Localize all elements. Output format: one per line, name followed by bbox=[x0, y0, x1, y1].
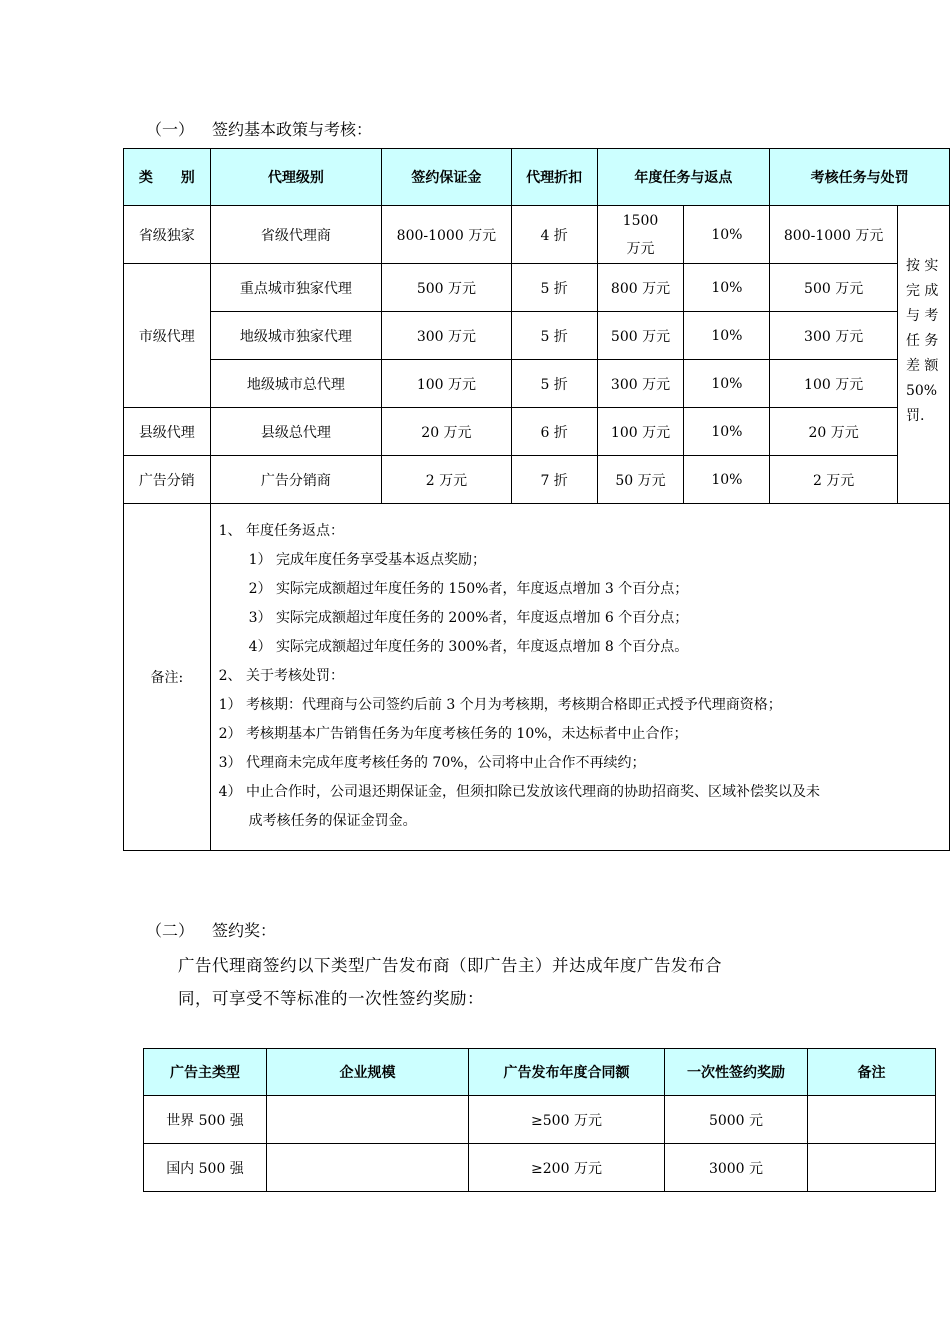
header-discount: 代理折扣 bbox=[511, 149, 597, 206]
level-cell: 地级城市总代理 bbox=[210, 360, 381, 408]
remarks-cell bbox=[210, 504, 949, 851]
penalty-line: 任 务 bbox=[905, 333, 939, 349]
level-cell: 地级城市独家代理 bbox=[210, 312, 381, 360]
section-1-title: 签约基本政策与考核： bbox=[212, 120, 373, 139]
header-level: 代理级别 bbox=[210, 149, 381, 206]
task-cell: 100 万元 bbox=[597, 408, 684, 456]
remark-line: 2、 关于考核处罚： bbox=[218, 668, 344, 684]
remark-line: 3） 代理商未完成年度考核任务的 70%，公司将中止合作不再续约； bbox=[218, 755, 646, 771]
deposit-cell: 800-1000 万元 bbox=[382, 206, 512, 264]
notes-cell bbox=[808, 1144, 936, 1192]
category-cell: 县级代理 bbox=[124, 408, 211, 456]
penalty-cell bbox=[897, 206, 949, 504]
table-row bbox=[144, 1144, 936, 1192]
discount-cell: 5 折 bbox=[511, 312, 597, 360]
penalty-line: 差 额 bbox=[905, 358, 939, 374]
discount-cell: 7 折 bbox=[511, 456, 597, 504]
header-contract-amount: 广告发布年度合同额 bbox=[469, 1049, 665, 1096]
penalty-line: 罚. bbox=[905, 408, 925, 424]
remarks-row bbox=[124, 504, 950, 851]
penalty-line: 与 考 bbox=[905, 308, 939, 324]
penalty-line: 完 成 bbox=[905, 283, 939, 299]
remark-line: 1、 年度任务返点： bbox=[218, 523, 344, 539]
penalty-line: 50% bbox=[905, 383, 938, 399]
task-cell: 800 万元 bbox=[597, 264, 684, 312]
remark-line: 1） 考核期：代理商与公司签约后前 3 个月为考核期，考核期合格即正式授予代理商资格； bbox=[218, 697, 782, 713]
remark-line: 3） 实际完成额超过年度任务的 200%者，年度返点增加 6 个百分点； bbox=[248, 610, 689, 626]
advertiser-type-cell: 世界 500 强 bbox=[144, 1096, 267, 1144]
assess-cell: 800-1000 万元 bbox=[770, 206, 898, 264]
header-assessment: 考核任务与处罚 bbox=[770, 149, 950, 206]
table-row bbox=[144, 1096, 936, 1144]
rebate-cell: 10% bbox=[684, 264, 770, 312]
table-row bbox=[124, 264, 950, 312]
rebate-cell: 10% bbox=[684, 312, 770, 360]
assess-cell: 20 万元 bbox=[770, 408, 898, 456]
section-2-title: 签约奖： bbox=[212, 921, 277, 940]
signing-reward-table bbox=[143, 1048, 936, 1192]
remark-line: 1） 完成年度任务享受基本返点奖励； bbox=[248, 552, 486, 568]
deposit-cell: 2 万元 bbox=[382, 456, 512, 504]
company-scale-cell bbox=[267, 1144, 469, 1192]
header-task-rebate: 年度任务与返点 bbox=[597, 149, 770, 206]
notes-cell bbox=[808, 1096, 936, 1144]
rebate-cell: 10% bbox=[684, 360, 770, 408]
discount-cell: 4 折 bbox=[511, 206, 597, 264]
advertiser-type-cell: 国内 500 强 bbox=[144, 1144, 267, 1192]
remarks-label: 备注: bbox=[124, 504, 211, 851]
penalty-line: 按 实 bbox=[905, 258, 939, 274]
level-cell: 省级代理商 bbox=[210, 206, 381, 264]
discount-cell: 5 折 bbox=[511, 360, 597, 408]
header-company-scale: 企业规模 bbox=[267, 1049, 469, 1096]
deposit-cell: 20 万元 bbox=[382, 408, 512, 456]
level-cell: 重点城市独家代理 bbox=[210, 264, 381, 312]
remark-line: 成考核任务的保证金罚金。 bbox=[248, 813, 417, 829]
task-cell: 300 万元 bbox=[597, 360, 684, 408]
task-value: 1500 万元 bbox=[622, 212, 659, 257]
rebate-cell: 10% bbox=[684, 408, 770, 456]
assess-cell: 500 万元 bbox=[770, 264, 898, 312]
section-1-heading bbox=[146, 117, 372, 140]
remark-line: 4） 中止合作时，公司退还期保证金，但须扣除已发放该代理商的协助招商奖、区域补偿奖以及未 bbox=[218, 784, 820, 800]
agent-policy-table bbox=[123, 148, 950, 851]
header-category: 类 别 bbox=[124, 149, 211, 206]
reward-cell: 5000 元 bbox=[665, 1096, 808, 1144]
remark-line: 2） 考核期基本广告销售任务为年度考核任务的 10%，未达标者中止合作； bbox=[218, 726, 688, 742]
rebate-cell: 10% bbox=[684, 206, 770, 264]
category-cell: 省级独家 bbox=[124, 206, 211, 264]
rebate-cell: 10% bbox=[684, 456, 770, 504]
assess-cell: 100 万元 bbox=[770, 360, 898, 408]
assess-cell: 2 万元 bbox=[770, 456, 898, 504]
section-2-heading bbox=[146, 918, 276, 941]
remark-line: 4） 实际完成额超过年度任务的 300%者，年度返点增加 8 个百分点。 bbox=[248, 639, 689, 655]
header-advertiser-type: 广告主类型 bbox=[144, 1049, 267, 1096]
section-2-number: （二） bbox=[146, 921, 195, 940]
discount-cell: 6 折 bbox=[511, 408, 597, 456]
task-cell: 500 万元 bbox=[597, 312, 684, 360]
level-cell: 广告分销商 bbox=[210, 456, 381, 504]
category-cell: 市级代理 bbox=[124, 264, 211, 408]
deposit-cell: 500 万元 bbox=[382, 264, 512, 312]
table-row bbox=[124, 408, 950, 456]
assess-cell: 300 万元 bbox=[770, 312, 898, 360]
header-one-time-reward: 一次性签约奖励 bbox=[665, 1049, 808, 1096]
level-cell: 县级总代理 bbox=[210, 408, 381, 456]
remark-line: 2） 实际完成额超过年度任务的 150%者，年度返点增加 3 个百分点； bbox=[248, 581, 689, 597]
section-2-paragraph-line-1: 广告代理商签约以下类型广告发布商（即广告主）并达成年度广告发布合 bbox=[178, 956, 722, 975]
section-2-paragraph-line-2: 同，可享受不等标准的一次性签约奖励： bbox=[178, 989, 484, 1008]
header-row bbox=[124, 149, 950, 206]
task-cell bbox=[597, 206, 684, 264]
deposit-cell: 100 万元 bbox=[382, 360, 512, 408]
discount-cell: 5 折 bbox=[511, 264, 597, 312]
table-row bbox=[124, 312, 950, 360]
company-scale-cell bbox=[267, 1096, 469, 1144]
category-cell: 广告分销 bbox=[124, 456, 211, 504]
table-row bbox=[124, 206, 950, 264]
header-notes: 备注 bbox=[808, 1049, 936, 1096]
header-row bbox=[144, 1049, 936, 1096]
reward-cell: 3000 元 bbox=[665, 1144, 808, 1192]
header-deposit: 签约保证金 bbox=[382, 149, 512, 206]
deposit-cell: 300 万元 bbox=[382, 312, 512, 360]
table-row bbox=[124, 456, 950, 504]
table-row bbox=[124, 360, 950, 408]
contract-amount-cell: ≥200 万元 bbox=[469, 1144, 665, 1192]
section-1-number: （一） bbox=[146, 120, 195, 139]
task-cell: 50 万元 bbox=[597, 456, 684, 504]
contract-amount-cell: ≥500 万元 bbox=[469, 1096, 665, 1144]
